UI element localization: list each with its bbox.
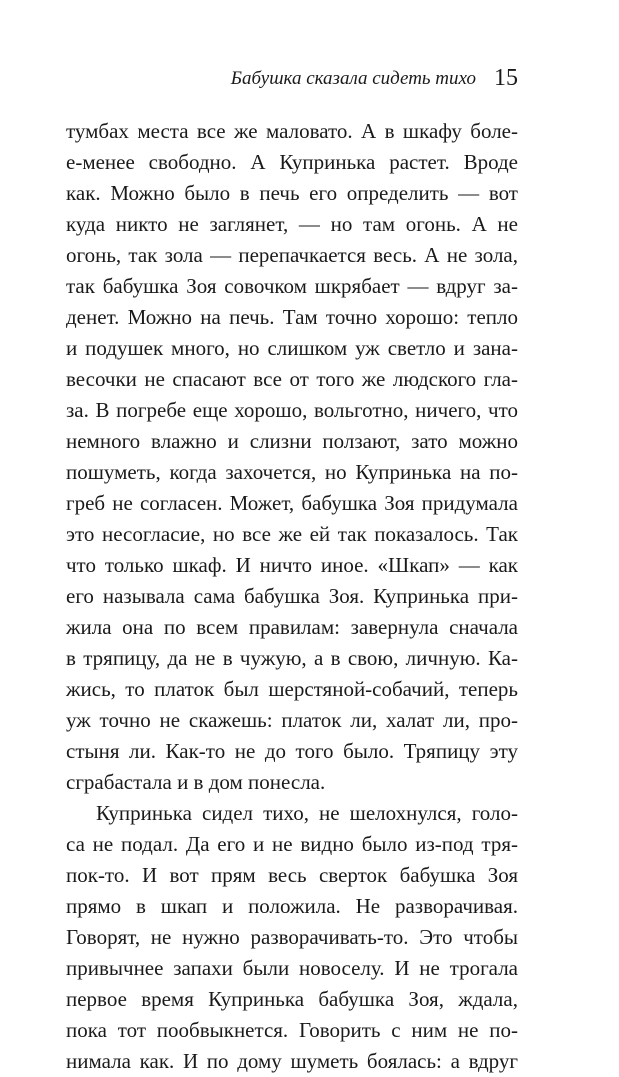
page-number: 15: [494, 65, 518, 91]
text-line: нимала как. И по дому шуметь боялась: а вдруг: [66, 1049, 518, 1073]
text-line: прямо в шкап и положила. Не разворачивая.: [66, 894, 518, 918]
paragraph: [66, 798, 518, 1077]
text-line: сграбастала и в дом понесла.: [66, 770, 326, 794]
text-line: немного влажно и слизни ползают, зато можно: [66, 429, 518, 453]
text-line: в тряпицу, да не в чужую, а в свою, личную. Ка-: [66, 646, 518, 670]
text-line: как. Можно было в печь его определить — вот: [66, 181, 518, 205]
text-line: пошуметь, когда захочется, но Купринька на по-: [66, 460, 518, 484]
running-head: [66, 66, 518, 96]
text-line: огонь, так зола — перепачкается весь. А не зола,: [66, 243, 518, 267]
text-line: пок-то. И вот прям весь сверток бабушка Зоя: [66, 863, 518, 887]
running-title: Бабушка сказала сидеть тихо: [230, 68, 476, 89]
text-line: греб не согласен. Может, бабушка Зоя придумала: [66, 491, 518, 515]
body-text: [66, 116, 518, 1077]
text-line: стыня ли. Как-то не до того было. Тряпицу эту: [66, 739, 518, 763]
text-line: что только шкаф. И ничто иное. «Шкап» — как: [66, 553, 518, 577]
text-line: денет. Можно на печь. Там точно хорошо: тепло: [66, 305, 518, 329]
text-line: пока тот пообвыкнется. Говорить с ним не по-: [66, 1018, 518, 1042]
paragraph: [66, 116, 518, 798]
text-line: тумбах места все же маловато. А в шкафу боле-: [66, 119, 518, 143]
text-line: его называла сама бабушка Зоя. Купринька при-: [66, 584, 518, 608]
text-line: куда никто не заглянет, — но там огонь. А не: [66, 212, 518, 236]
text-line: Говорят, не нужно разворачивать-то. Это чтобы: [66, 925, 518, 949]
text-line: са не подал. Да его и не видно было из-под тря-: [66, 832, 518, 856]
text-line: жила она по всем правилам: завернула сначала: [66, 615, 518, 639]
text-line: так бабушка Зоя совочком шкрябает — вдруг за-: [66, 274, 518, 298]
text-line: привычнее запахи были новоселу. И не трогала: [66, 956, 518, 980]
text-line: и подушек много, но слишком уж светло и зана-: [66, 336, 518, 360]
text-line: первое время Купринька бабушка Зоя, ждала,: [66, 987, 518, 1011]
text-line: весочки не спасают все от того же людского гла-: [66, 367, 518, 391]
text-line: Купринька сидел тихо, не шелохнулся, голо-: [96, 801, 518, 825]
text-line: это несогласие, но все же ей так показалось. Так: [66, 522, 518, 546]
text-line: е-менее свободно. А Купринька растет. Вроде: [66, 150, 518, 174]
text-line: за. В погребе еще хорошо, вольготно, ничего, что: [66, 398, 518, 422]
text-line: уж точно не скажешь: платок ли, халат ли, про-: [66, 708, 518, 732]
text-line: жись, то платок был шерстяной-собачий, теперь: [66, 677, 518, 701]
